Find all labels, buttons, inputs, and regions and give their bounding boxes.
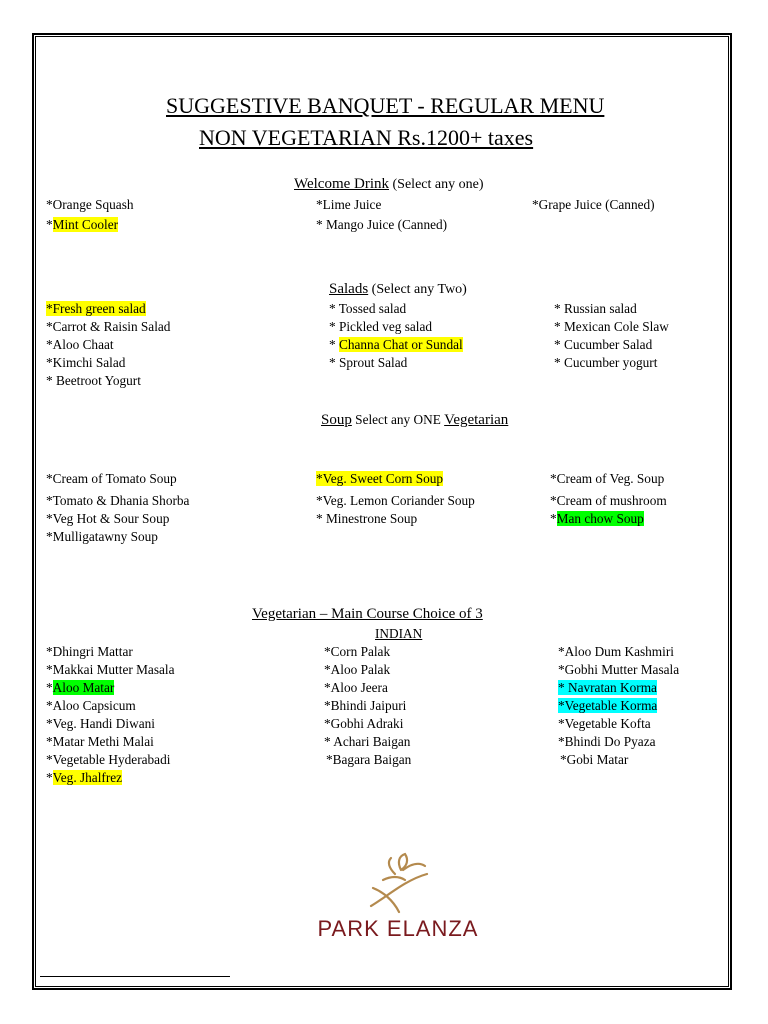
highlighted-item: Channa Chat or Sundal	[338, 337, 463, 352]
list-item: *Gobi Matar	[560, 752, 629, 767]
list-item: *Cream of Tomato Soup	[46, 471, 177, 486]
list-item: *Grape Juice (Canned)	[532, 197, 655, 212]
list-item: *Vegetable Kofta	[558, 716, 651, 731]
logo-text: PARK ELANZA	[317, 916, 479, 941]
highlighted-item: *Fresh green salad	[46, 301, 146, 316]
menu-title-line-2: NON VEGETARIAN Rs.1200+ taxes	[199, 125, 534, 150]
list-item: *Matar Methi Malai	[46, 734, 154, 749]
footnote-rule	[40, 976, 230, 977]
list-item: *Aloo Jeera	[324, 680, 388, 695]
bullet-star: *	[46, 217, 53, 232]
main-course-subheading: INDIAN	[375, 626, 423, 641]
list-item	[316, 470, 443, 488]
list-item: *Veg. Lemon Coriander Soup	[316, 493, 475, 508]
list-item: *Aloo Dum Kashmiri	[558, 644, 674, 659]
list-item: * Mango Juice (Canned)	[316, 217, 448, 232]
highlighted-item: Aloo Matar	[52, 680, 115, 695]
flower-emblem-icon	[275, 840, 521, 920]
list-item: *Orange Squash	[46, 197, 134, 212]
highlighted-item: *Veg. Sweet Corn Soup	[316, 471, 444, 486]
soup-label: Soup	[321, 412, 352, 428]
welcome-drink-label: Welcome Drink	[294, 176, 390, 192]
main-course-heading	[252, 606, 483, 623]
list-item: *Bagara Baigan	[326, 752, 412, 767]
list-item: * Cucumber Salad	[554, 337, 653, 352]
list-item: *Carrot & Raisin Salad	[46, 319, 171, 334]
list-item: *Mulligatawny Soup	[46, 529, 158, 544]
list-item: *Lime Juice	[316, 197, 382, 212]
list-item: *Vegetable Hyderabadi	[46, 752, 171, 767]
salads-heading	[329, 281, 467, 298]
list-item: *Bhindi Do Pyaza	[558, 734, 656, 749]
soup-heading	[321, 412, 508, 429]
list-item: *Tomato & Dhania Shorba	[46, 493, 190, 508]
welcome-drink-heading	[294, 176, 483, 193]
list-item: * Tossed salad	[329, 301, 407, 316]
welcome-drink-note: (Select any one)	[389, 177, 484, 192]
highlighted-item: Mint Cooler	[52, 217, 119, 232]
bullet-star: *	[46, 770, 53, 785]
list-item: *Veg Hot & Sour Soup	[46, 511, 170, 526]
list-item: *Dhingri Mattar	[46, 644, 133, 659]
highlighted-item: Veg. Jhalfrez	[52, 770, 123, 785]
list-item: *Aloo Palak	[324, 662, 391, 677]
list-item	[46, 769, 122, 787]
list-item: *Veg. Handi Diwani	[46, 716, 155, 731]
list-item: *Makkai Mutter Masala	[46, 662, 175, 677]
list-item: *Bhindi Jaipuri	[324, 698, 407, 713]
list-item: *Kimchi Salad	[46, 355, 126, 370]
bullet-star: *	[550, 511, 557, 526]
soup-vegetarian-label: Vegetarian	[444, 412, 509, 428]
park-elanza-logo	[275, 840, 521, 958]
bullet-star: *	[46, 680, 53, 695]
salads-label: Salads	[329, 281, 369, 297]
list-item	[46, 300, 146, 318]
list-item	[46, 216, 118, 234]
list-item: * Cucumber yogurt	[554, 355, 658, 370]
list-item: * Pickled veg salad	[329, 319, 433, 334]
list-item: * Beetroot Yogurt	[46, 373, 141, 388]
list-item	[550, 510, 644, 528]
list-item: *Aloo Chaat	[46, 337, 114, 352]
list-item: *Corn Palak	[324, 644, 391, 659]
highlighted-item: Man chow Soup	[556, 511, 644, 526]
list-item	[329, 336, 463, 354]
list-item	[558, 679, 657, 697]
highlighted-item: *Vegetable Korma	[558, 698, 658, 713]
list-item: * Minestrone Soup	[316, 511, 418, 526]
soup-note: Select any ONE	[351, 412, 445, 427]
list-item: *Aloo Capsicum	[46, 698, 136, 713]
list-item: *Cream of Veg. Soup	[550, 471, 665, 486]
list-item: *Gobhi Mutter Masala	[558, 662, 680, 677]
list-item: * Mexican Cole Slaw	[554, 319, 669, 334]
list-item: *Gobhi Adraki	[324, 716, 404, 731]
list-item: * Russian salad	[554, 301, 637, 316]
list-item: *Cream of mushroom	[550, 493, 667, 508]
main-course-label: Vegetarian – Main Course Choice of 3	[252, 606, 483, 622]
salads-note: (Select any Two)	[368, 282, 467, 297]
highlighted-item: * Navratan Korma	[558, 680, 657, 695]
list-item	[558, 697, 657, 715]
list-item	[46, 679, 114, 697]
bullet-star: *	[329, 337, 339, 352]
menu-title-line-1: SUGGESTIVE BANQUET - REGULAR MENU	[166, 93, 605, 118]
list-item: * Achari Baigan	[324, 734, 411, 749]
list-item: * Sprout Salad	[329, 355, 408, 370]
